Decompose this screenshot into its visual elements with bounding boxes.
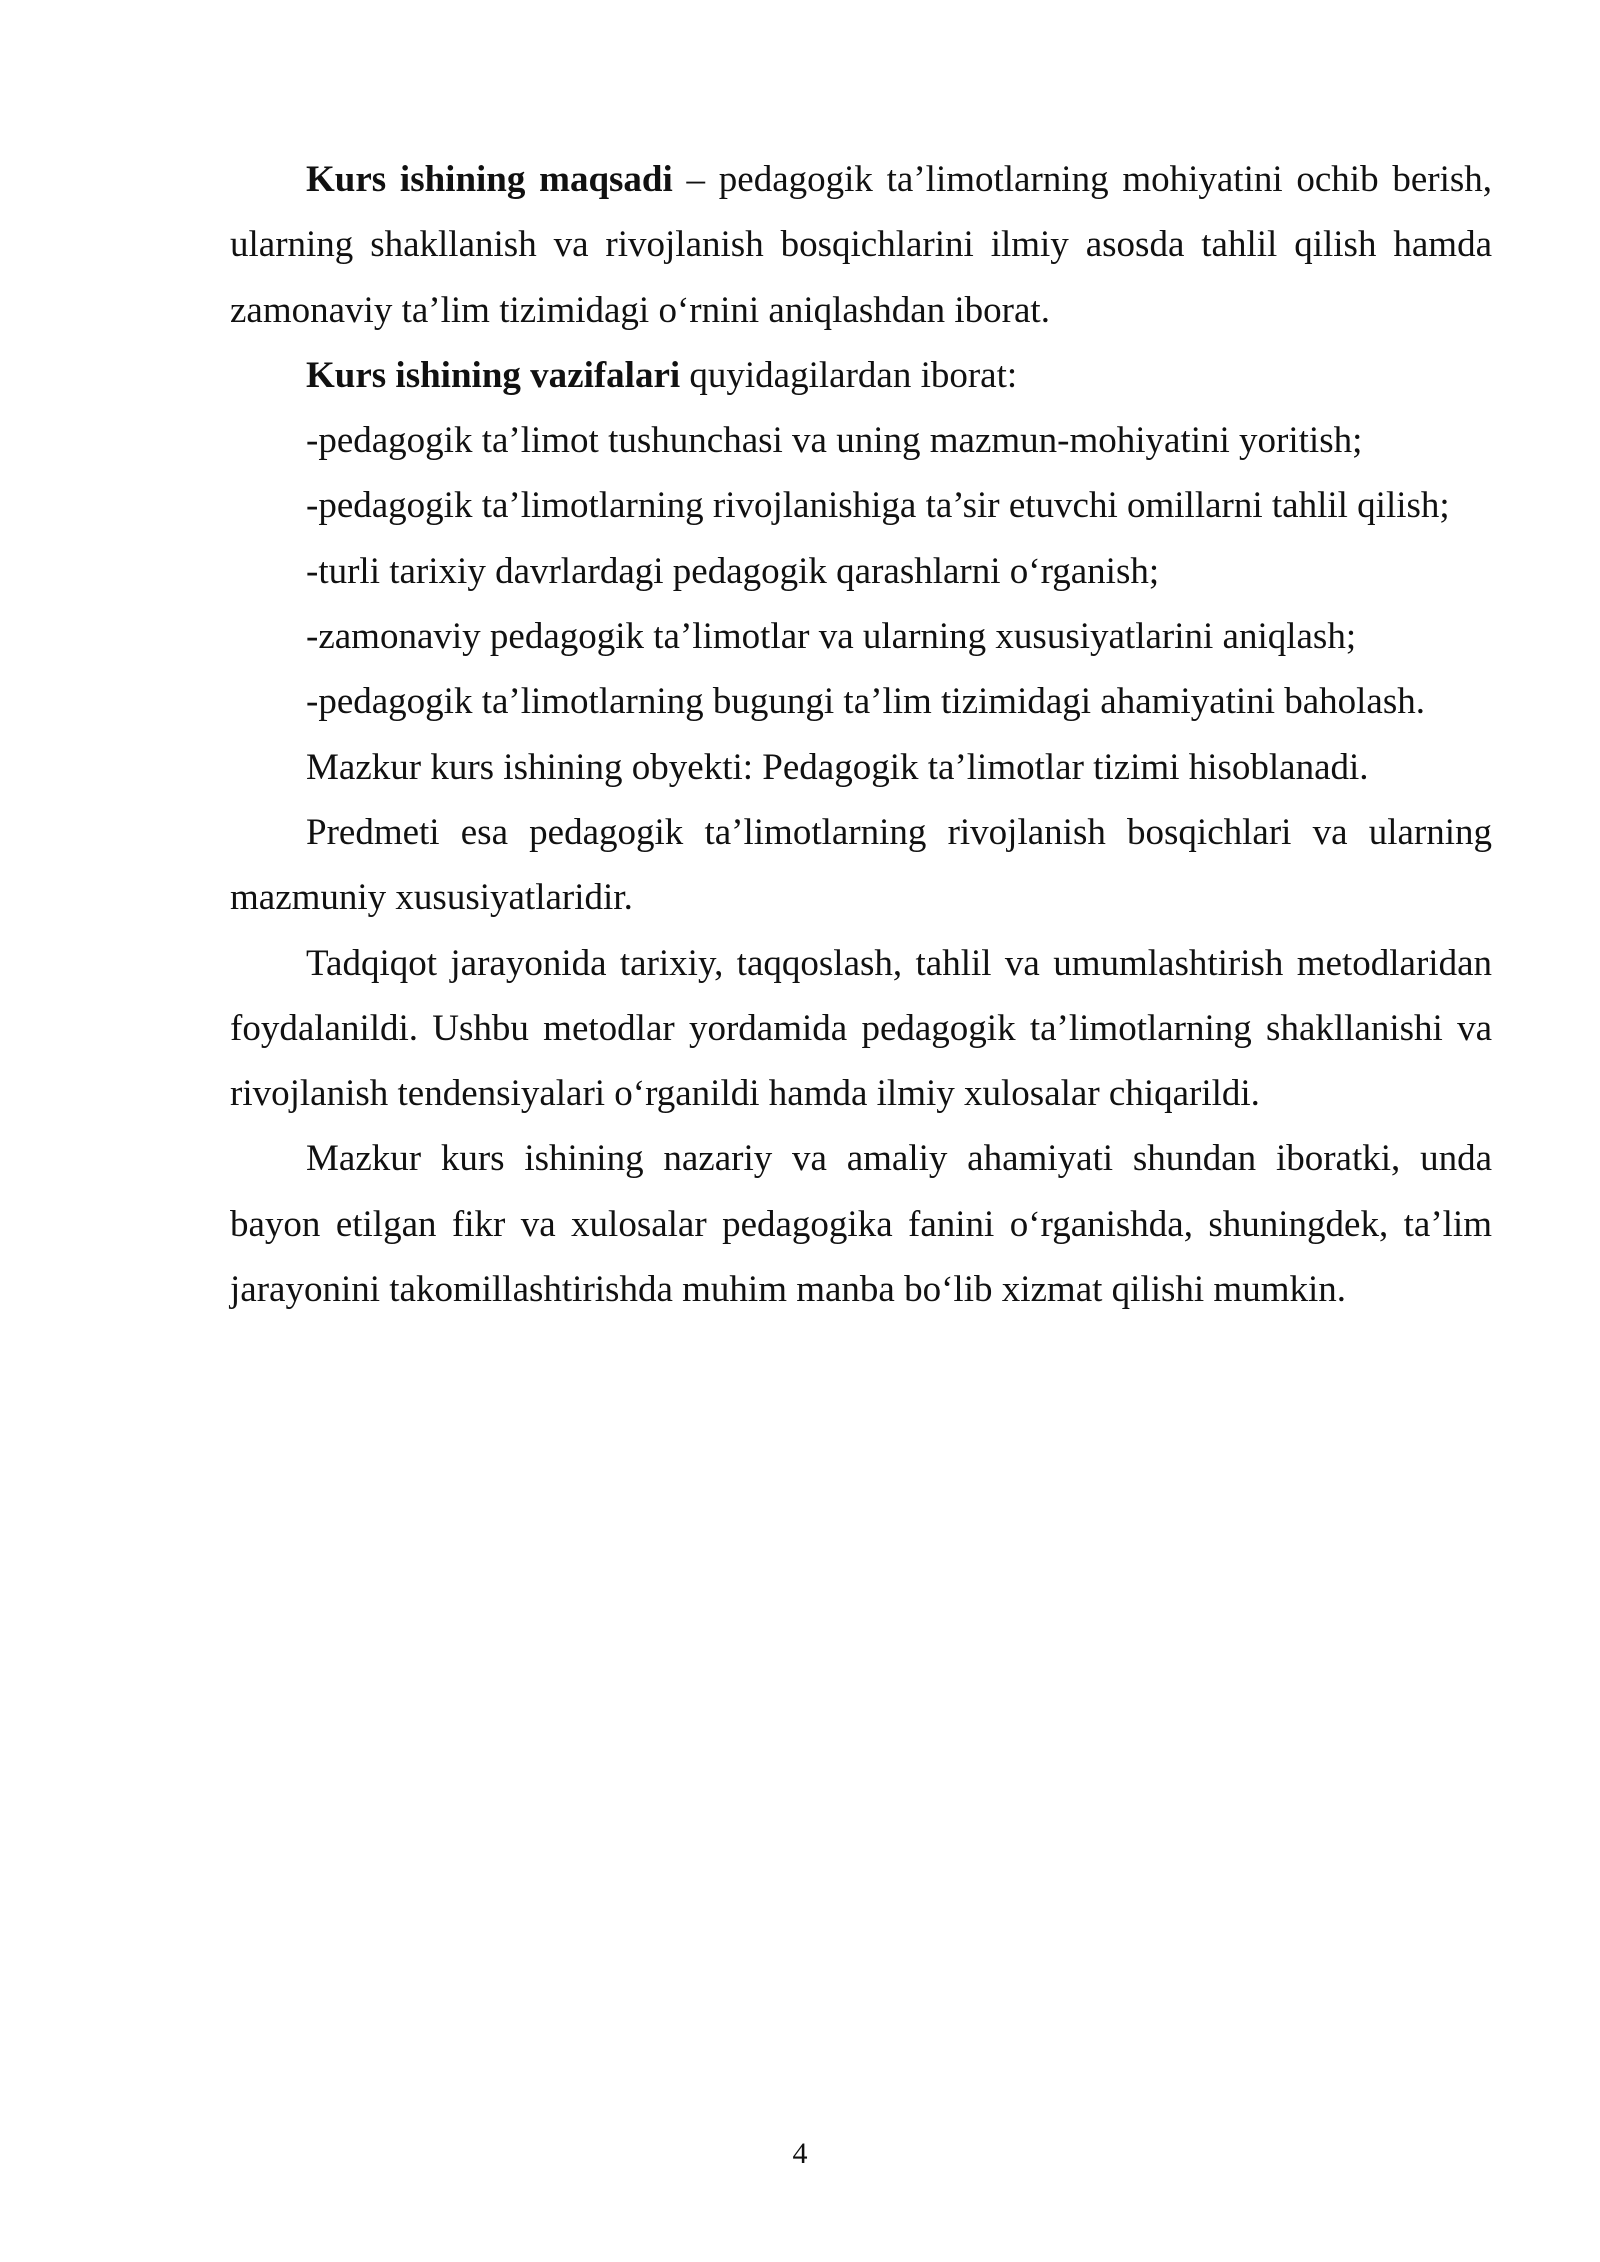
paragraph-methods: Tadqiqot jarayonida tarixiy, taqqoslash, tahlil va umumlashtirish metodlaridan foydalanildi. Ushbu metodlar yordamida pedagogik ta’limotlarning shakllanishi va rivojlanish tendensiyalari o‘rganildi hamda ilmiy xulosalar chiqarildi.	[230, 942, 1492, 1115]
page-number: 4	[792, 2137, 808, 2170]
task-item-3: -turli tarixiy davrlardagi pedagogik qarashlarni o‘rganish;	[306, 550, 1160, 592]
task-item-5: -pedagogik ta’limotlarning bugungi ta’lim tizimidagi ahamiyatini baholash.	[306, 681, 1425, 723]
document-page	[230, 147, 1492, 1322]
task-item-2: -pedagogik ta’limotlarning rivojlanishiga ta’sir etuvchi omillarni tahlil qilish;	[306, 485, 1450, 527]
goal-heading: Kurs ishining maqsadi	[306, 159, 673, 200]
paragraph-tasks-intro	[230, 343, 1492, 408]
paragraph-significance: Mazkur kurs ishining nazariy va amaliy ahamiyati shundan iboratki, unda bayon etilgan fikr va xulosalar pedagogika fanini o‘rganishda, shuningdek, ta’lim jarayonini takomillashtirishda muhim manba bo‘lib xizmat qilishi mumkin.	[230, 1138, 1492, 1311]
tasks-intro-text: quyidagilardan iborat:	[680, 354, 1018, 396]
paragraph-goal	[230, 147, 1492, 343]
tasks-heading: Kurs ishining vazifalari	[306, 354, 681, 396]
goal-text: – pedagogik ta’limotlarning mohiyatini ochib berish, ularning shakllanish va rivojlanish bosqichlarini ilmiy asosda tahlil qilish hamda zamonaviy ta’lim tizimidagi o‘rnini aniqlashdan iborat.	[230, 159, 1492, 331]
task-item-4: -zamonaviy pedagogik ta’limotlar va ularning xususiyatlarini aniqlash;	[306, 616, 1357, 658]
paragraph-object: Mazkur kurs ishining obyekti: Pedagogik ta’limotlar tizimi hisoblanadi.	[306, 746, 1369, 788]
paragraph-subject: Predmeti esa pedagogik ta’limotlarning rivojlanish bosqichlari va ularning mazmuniy xususiyatlaridir.	[230, 811, 1492, 919]
task-item-1: -pedagogik ta’limot tushunchasi va uning mazmun-mohiyatini yoritish;	[306, 420, 1363, 462]
